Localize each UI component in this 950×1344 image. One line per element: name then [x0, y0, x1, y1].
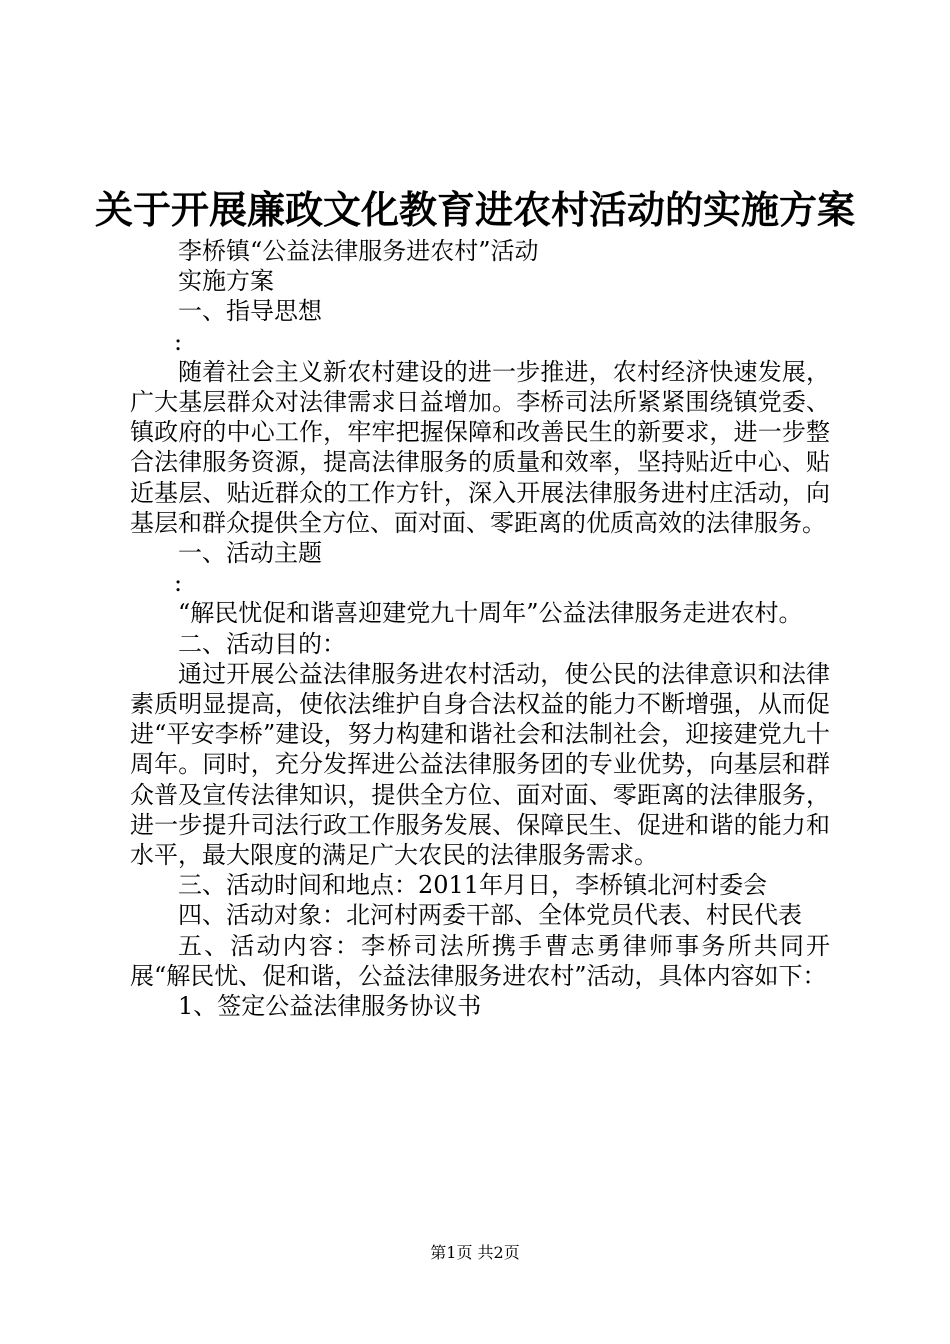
colon-line: : [174, 569, 183, 598]
list-item: 1、签定公益法律服务协议书 [178, 992, 482, 1021]
body-paragraph: “解民忧促和谐喜迎建党九十周年”公益法律服务走进农村。 [178, 599, 803, 628]
subtitle-line: 实施方案 [178, 267, 274, 296]
colon-line: : [174, 327, 183, 356]
body-paragraph: 五、活动内容：李桥司法所携手曹志勇律师事务所共同开展“解民忧、促和谐，公益法律服务进农村”活动，具体内容如下： [130, 931, 830, 990]
section-heading: 一、活动主题 [178, 539, 322, 568]
section-heading: 三、活动时间和地点：2011年月日，李桥镇北河村委会 [178, 871, 768, 900]
body-paragraph: 随着社会主义新农村建设的进一步推进，农村经济快速发展，广大基层群众对法律需求日益增加。李桥司法所紧紧围绕镇党委、镇政府的中心工作，牢牢把握保障和改善民生的新要求，进一步整合法律服务资源，提高法律服务的质量和效率，坚持贴近中心、贴近基层、贴近群众的工作方针，深入开展法律服务进村庄活动，向基层和群众提供全方位、面对面、零距离的优质高效的法律服务。 [130, 357, 830, 537]
body-paragraph: 通过开展公益法律服务进农村活动，使公民的法律意识和法律素质明显提高，使依法维护自身合法权益的能力不断增强，从而促进“平安李桥”建设，努力构建和谐社会和法制社会，迎接建党九十周年。同时，充分发挥进公益法律服务团的专业优势，向基层和群众普及宣传法律知识，提供全方位、面对面、零距离的法律服务，进一步提升司法行政工作服务发展、保障民生、促进和谐的能力和水平，最大限度的满足广大农民的法律服务需求。 [130, 659, 830, 870]
subtitle-line: 李桥镇“公益法律服务进农村”活动 [178, 237, 539, 265]
section-heading: 二、活动目的： [178, 629, 346, 658]
body-paragraph: 四、活动对象：北河村两委干部、全体党员代表、村民代表 [178, 901, 802, 930]
document-body [130, 236, 830, 1021]
document-title: 关于开展廉政文化教育进农村活动的实施方案 [94, 187, 855, 232]
page-number: 第1页 共2页 [430, 1243, 520, 1262]
section-heading: 一、指导思想 [178, 297, 322, 326]
